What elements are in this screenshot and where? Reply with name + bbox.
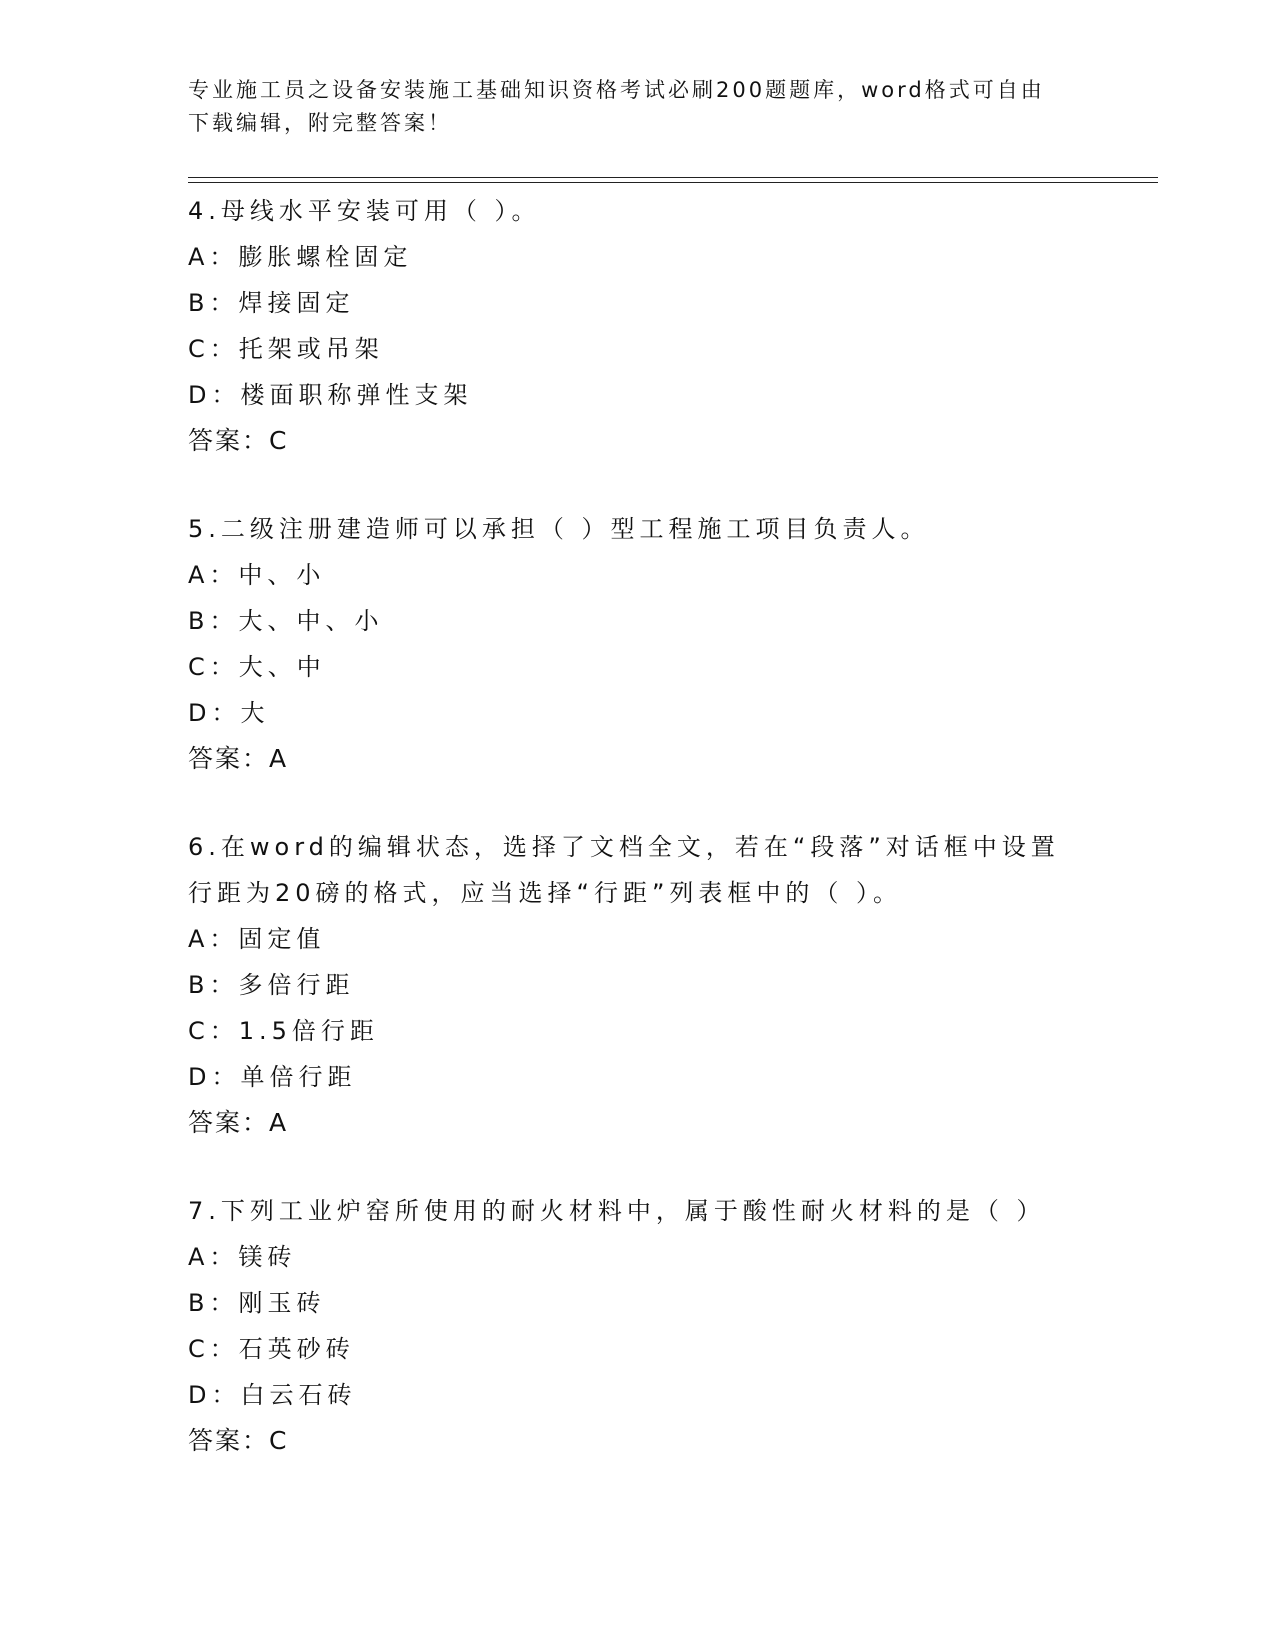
option-a bbox=[188, 234, 1088, 280]
option-label: C： bbox=[188, 1017, 239, 1045]
question-item bbox=[188, 824, 1088, 1146]
option-b bbox=[188, 1280, 1088, 1326]
option-c bbox=[188, 326, 1088, 372]
option-text: 焊接固定 bbox=[238, 289, 355, 317]
option-label: A： bbox=[188, 243, 239, 271]
option-label: D： bbox=[188, 1381, 241, 1409]
option-b bbox=[188, 962, 1088, 1008]
option-a bbox=[188, 916, 1088, 962]
option-label: D： bbox=[188, 699, 241, 727]
question-stem: 4.母线水平安装可用（ ）。 bbox=[188, 197, 541, 225]
answer-line: 答案：C bbox=[188, 426, 289, 455]
question-stem: 6.在word的编辑状态，选择了文档全文，若在“段落”对话框中设置 bbox=[188, 833, 1060, 861]
question-item bbox=[188, 1188, 1088, 1464]
answer-line: 答案：A bbox=[188, 1108, 289, 1137]
option-text: 1.5倍行距 bbox=[238, 1017, 379, 1045]
option-text: 大 bbox=[240, 699, 270, 727]
answer-line: 答案：C bbox=[188, 1426, 289, 1455]
option-label: A： bbox=[188, 561, 239, 589]
option-label: A： bbox=[188, 1243, 239, 1271]
question-item bbox=[188, 506, 1088, 782]
option-text: 固定值 bbox=[238, 925, 326, 953]
option-text: 石英砂砖 bbox=[238, 1335, 355, 1363]
option-label: C： bbox=[188, 1335, 239, 1363]
option-text: 大、中、小 bbox=[238, 607, 384, 635]
option-text: 多倍行距 bbox=[238, 971, 355, 999]
option-text: 白云石砖 bbox=[240, 1381, 357, 1409]
option-d bbox=[188, 1372, 1088, 1418]
option-c bbox=[188, 1008, 1088, 1054]
question-list bbox=[188, 188, 1088, 1506]
option-a bbox=[188, 552, 1088, 598]
option-text: 中、小 bbox=[238, 561, 326, 589]
question-item bbox=[188, 188, 1088, 464]
option-label: D： bbox=[188, 1063, 241, 1091]
option-label: A： bbox=[188, 925, 239, 953]
question-stem: 5.二级注册建造师可以承担（ ）型工程施工项目负责人。 bbox=[188, 515, 930, 543]
option-d bbox=[188, 372, 1088, 418]
question-stem: 7.下列工业炉窑所使用的耐火材料中，属于酸性耐火材料的是（ ） bbox=[188, 1197, 1046, 1225]
answer-line: 答案：A bbox=[188, 744, 289, 773]
option-label: B： bbox=[188, 289, 239, 317]
option-d bbox=[188, 690, 1088, 736]
option-label: C： bbox=[188, 335, 239, 363]
option-text: 膨胀螺栓固定 bbox=[238, 243, 413, 271]
option-label: B： bbox=[188, 971, 239, 999]
document-header: 专业施工员之设备安装施工基础知识资格考试必刷200题题库，word格式可自由下载编辑，附完整答案！ bbox=[188, 78, 1045, 135]
option-text: 单倍行距 bbox=[240, 1063, 357, 1091]
option-label: B： bbox=[188, 607, 239, 635]
option-text: 托架或吊架 bbox=[238, 335, 384, 363]
header-rule-top bbox=[188, 177, 1158, 178]
option-c bbox=[188, 644, 1088, 690]
option-d bbox=[188, 1054, 1088, 1100]
header-rule-bottom bbox=[188, 182, 1158, 183]
option-b bbox=[188, 280, 1088, 326]
option-label: C： bbox=[188, 653, 239, 681]
option-label: D： bbox=[188, 381, 241, 409]
option-text: 楼面职称弹性支架 bbox=[240, 381, 473, 409]
option-text: 大、中 bbox=[238, 653, 326, 681]
option-c bbox=[188, 1326, 1088, 1372]
option-label: B： bbox=[188, 1289, 239, 1317]
option-text: 镁砖 bbox=[238, 1243, 297, 1271]
option-a bbox=[188, 1234, 1088, 1280]
question-stem-continued: 行距为20磅的格式，应当选择“行距”列表框中的（ ）。 bbox=[188, 879, 903, 907]
option-text: 刚玉砖 bbox=[238, 1289, 326, 1317]
option-b bbox=[188, 598, 1088, 644]
